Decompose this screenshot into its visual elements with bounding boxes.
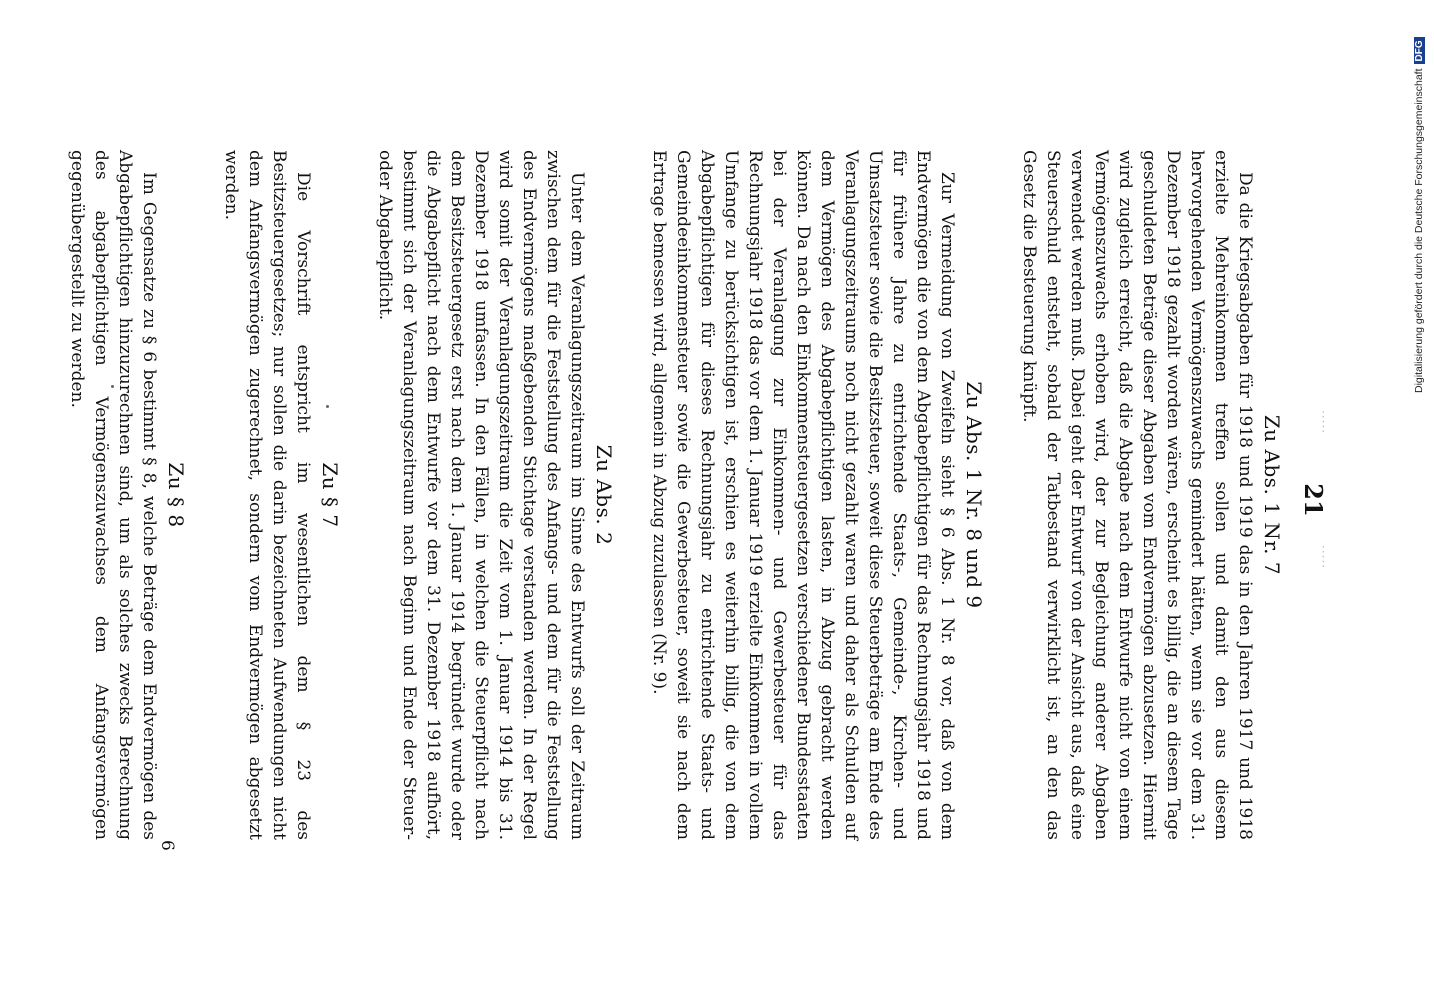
section-abs2 xyxy=(373,150,616,840)
section-heading: Zu § 8 xyxy=(164,462,188,528)
section-paragraph: Im Gegensatze zu § 6 bestimmt § 8, welche Beträge dem Endvermögen des Abgabepflichtigen hinzuzurechnen sind, um als solches zwecks Berechnung des abgabepflichtigen Vermögenszuwachses dem Anfangsvermögen gegenübergestellt zu werden. xyxy=(67,150,159,840)
section-abs1-nr7 xyxy=(1017,150,1284,840)
section-abs1-nr8-9 xyxy=(647,150,986,840)
banner-text-wrapper xyxy=(1413,37,1425,393)
page-body xyxy=(34,150,1284,840)
section-heading: Zu Abs. 1 Nr. 7 xyxy=(1260,414,1284,576)
section-paragraph: Unter dem Veranlagungszeitraum im Sinne des Entwurfs soll der Zeitraum zwischen dem für die Feststellung des Anfangs- und dem für die Feststellung des Endvermögens maßgebenden Stichtage verstanden werden. In der Regel wird somit der Veranlagungszeitraum die Zeit vom 1. Januar 1914 bis 31. Dezember 1918 umfassen. In den Fällen, in welchen die Steuerpflicht nach dem Besitzsteuergesetz erst nach dem 1. Januar 1914 begründet wurde oder die Abgabepflicht nach dem Entwurfe vor dem 31. Dezember 1918 aufhört, bestimmt sich der Veranlagungszeitraum nach Beginn und Ende der Steuer- oder Abgabepflicht. xyxy=(375,150,587,840)
section-paragraph: Zur Vermeidung von Zweifeln sieht § 6 Abs. 1 Nr. 8 vor, daß von dem Endvermögen die von dem Abgabepflichtigen für das Rechnungsjahr 1918 und für frühere Jahre zu entrichtende Staats-, Gemeinde-, Kirchen- und Umsatzsteuer sowie die Besitzsteuer, soweit diese Steuerbeträge am Ende des Veranlagungszeitraums noch nicht gezahlt waren und daher als Schulden auf dem Vermögen des Abgabepflichtigen lasten, in Abzug gebracht werden können. Da nach den Einkommensteuergesetzen verschiedener Bundesstaaten bei der Veranlagung zur Einkommen- und Gewerbesteuer für das Rechnungsjahr 1918 das vor dem 1. Januar 1919 erzielte Einkommen in vollem Umfange zu berücksichtigen ist, erschien es weiterhin billig, die von dem Abgabepflichtigen für dieses Rechnungsjahr zu entrichtende Staats- und Gemeindeeinkommensteuer sowie die Gewerbesteuer, soweit sie nach dem Ertrage bemessen wird, allgemein in Abzug zuzulassen (Nr. 9). xyxy=(649,150,957,840)
section-heading: Zu Abs. 1 Nr. 8 und 9 xyxy=(962,381,986,609)
section-heading: Zu § 7 xyxy=(318,462,342,528)
digitization-banner xyxy=(1410,8,1430,393)
banner-text: Digitalisierung gefördert durch die Deutsche Forschungsgemeinschaft xyxy=(1413,68,1425,393)
section-heading: Zu Abs. 2 xyxy=(592,444,616,546)
faint-mark: ····· xyxy=(1316,545,1330,570)
section-par8 xyxy=(65,150,188,840)
stray-dot xyxy=(111,385,114,388)
section-paragraph: Die Vorschrift entspricht im wesentlichen dem § 23 des Besitzsteuergesetzes; nur sollen die darin bezeichneten Aufwendungen nicht dem Anfangsvermögen zugerechnet, sondern vom Endvermögen abgesetzt werden. xyxy=(221,150,313,840)
sheet-signature: 6 xyxy=(157,840,177,851)
stray-dot xyxy=(326,405,329,408)
section-paragraph: Da die Kriegsabgaben für 1918 und 1919 das in den Jahren 1917 und 1918 erzielte Mehreinkommen treffen sollen und damit den aus diesem hervorgehenden Vermögenszuwachs gemindert hätten, wenn sie vor dem 31. Dezember 1918 gezahlt worden wären, erscheint es billig, die an diesem Tage geschuldeten Beträge dieser Abgaben vom Endvermögen abzusetzen. Hiermit wird zugleich erreicht, daß die Abgabe nach dem Entwurfe nicht von einem Vermögenszuwachs erhoben wird, der zur Begleichung anderer Abgaben verwendet werden muß. Dabei geht der Entwurf von der Ansicht aus, daß eine Steuerschuld entsteht, sobald der Tatbestand verwirklicht ist, an den das Gesetz die Besteuerung knüpft. xyxy=(1019,150,1255,840)
section-par7 xyxy=(219,150,342,840)
dfg-logo: DFG xyxy=(1414,37,1425,64)
faint-mark: ····· xyxy=(1316,410,1330,435)
page-number: 21 xyxy=(1299,483,1328,517)
